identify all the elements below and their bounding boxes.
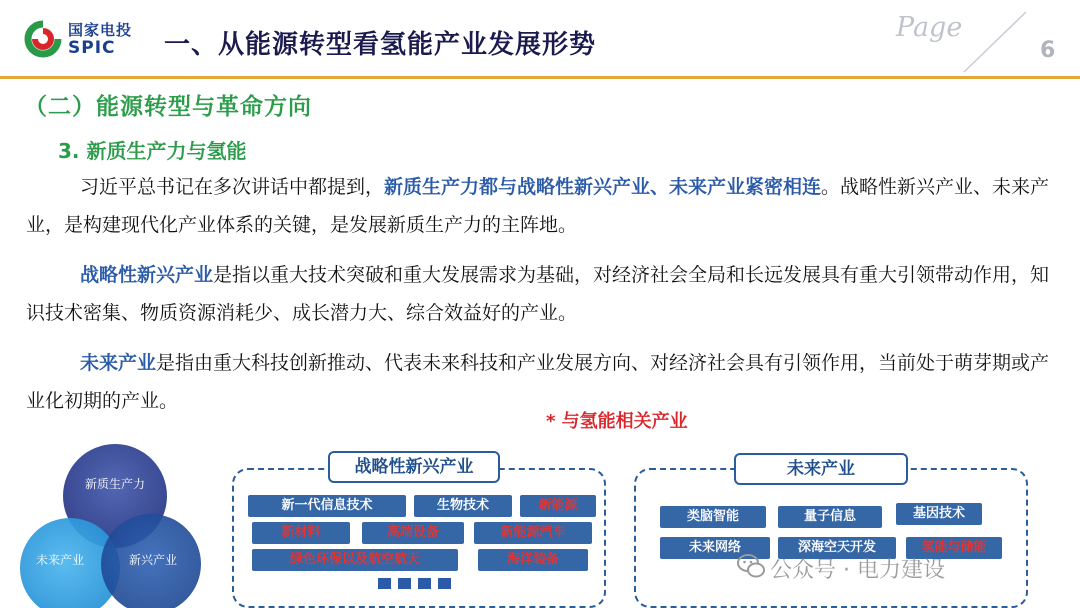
watermark-text: 公众号 · 电力建设 — [770, 558, 945, 583]
paragraph-1-highlight: 新质生产力都与战略性新兴产业、未来产业紧密相连 — [384, 176, 822, 198]
paragraph-3-highlight: 未来产业 — [80, 352, 157, 374]
page-number: 6 — [1040, 38, 1056, 63]
hydrogen-related-note: * 与氢能相关产业 — [546, 411, 688, 432]
wechat-icon — [736, 552, 766, 580]
chip-hydrogen-storage: 氢能与储能 — [906, 537, 1002, 559]
strategic-industries-title: 战略性新兴产业 — [328, 451, 500, 483]
chip-deep-sea-space: 深海空天开发 — [778, 537, 896, 559]
section-heading: （二）能源转型与革命方向 — [24, 94, 312, 120]
venn-label-top: 新质生产力 — [84, 477, 146, 491]
chip-next-gen-it: 新一代信息技术 — [248, 495, 406, 517]
paragraph-2-highlight: 战略性新兴产业 — [80, 264, 214, 286]
chip-new-energy: 新能源 — [520, 495, 596, 517]
venn-diagram — [18, 440, 208, 608]
chip-high-end-equipment: 高端设备 — [362, 522, 464, 544]
pager-square — [418, 578, 431, 589]
chip-brain-inspired-ai: 类脑智能 — [660, 506, 766, 528]
pager-square — [438, 578, 451, 589]
future-industries-title: 未来产业 — [734, 453, 908, 485]
page-title: 一、从能源转型看氢能产业发展形势 — [164, 30, 597, 60]
chip-new-materials: 新材料 — [252, 522, 350, 544]
section-subheading: 3. 新质生产力与氢能 — [58, 139, 247, 163]
logo-english-name: SPIC — [68, 38, 116, 58]
venn-label-left: 未来产业 — [35, 553, 85, 567]
paragraph-3-text: 是指由重大科技创新推动、代表未来科技和产业发展方向、对经济社会具有引领作用，当前处于萌芽期或产业化初期的产业。 — [26, 352, 1050, 412]
paragraph-1-text-a: 习近平总书记在多次讲话中都提到， — [80, 176, 385, 198]
logo-chinese-name: 国家电投 — [68, 21, 133, 39]
chip-future-networks: 未来网络 — [660, 537, 770, 559]
paragraph-1 — [26, 168, 1056, 244]
chip-quantum-info: 量子信息 — [778, 506, 882, 528]
page-label: Page — [896, 12, 963, 43]
spic-logo-icon — [24, 20, 62, 58]
chip-gene-tech: 基因技术 — [896, 503, 982, 525]
paragraph-2-text: 是指以重大技术突破和重大发展需求为基础，对经济社会全局和长远发展具有重大引领带动作用，知识技术密集、物质资源消耗少、成长潜力大、综合效益好的产业。 — [26, 264, 1050, 324]
pager-square — [378, 578, 391, 589]
chip-biotech: 生物技术 — [414, 495, 512, 517]
page-slash-decoration — [960, 10, 1030, 75]
header-divider — [0, 76, 1080, 79]
paragraph-1-text-b: 。战略性新兴产业、未来产业，是构建现代化产业体系的关键，是发展新质生产力的主阵地。 — [26, 176, 1050, 236]
pager-square — [398, 578, 411, 589]
chip-new-energy-vehicles: 新能源汽车 — [474, 522, 592, 544]
chip-green-aerospace: 绿色环保以及航空航天 — [252, 549, 458, 571]
paragraph-3 — [26, 344, 1056, 420]
paragraph-2 — [26, 256, 1056, 332]
chip-marine-equipment: 海洋装备 — [478, 549, 588, 571]
venn-label-right: 新兴产业 — [128, 553, 178, 567]
